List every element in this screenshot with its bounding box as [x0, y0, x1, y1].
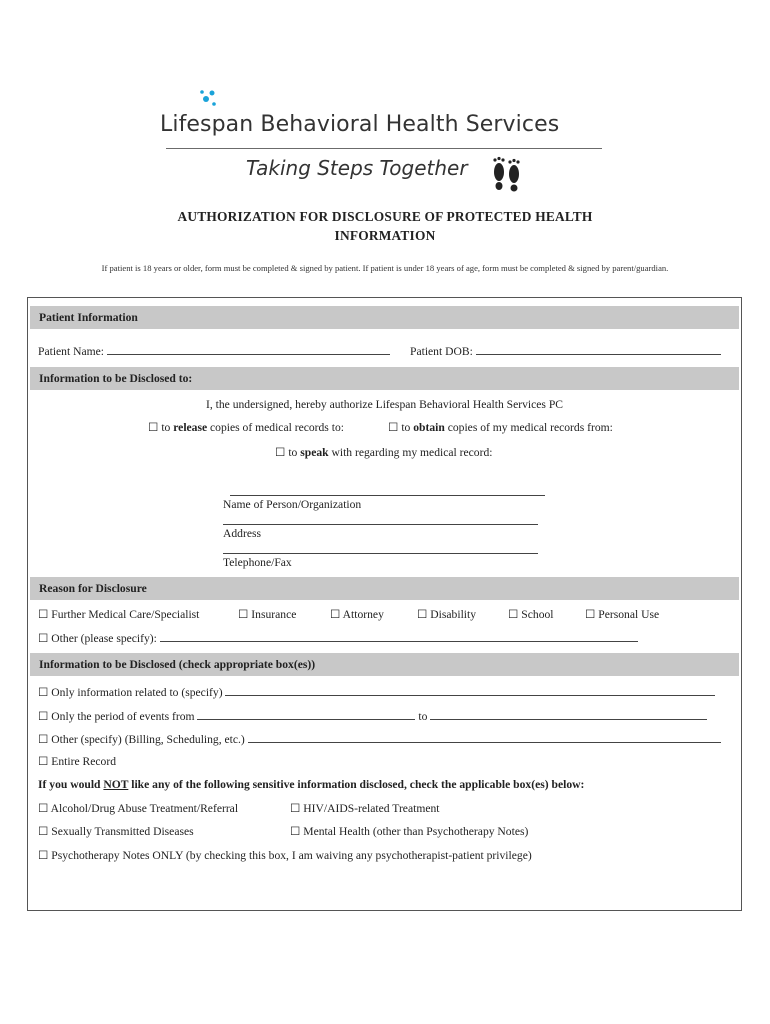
authorization-form — [27, 297, 742, 911]
speak-checkbox[interactable]: ☐ — [275, 446, 286, 459]
company-logo — [160, 88, 610, 198]
reason-option-personal[interactable]: ☐ Personal Use — [585, 608, 660, 621]
patient-info-header: Patient Information — [30, 306, 739, 329]
reason-option-disability[interactable]: ☐ Disability — [417, 608, 477, 621]
address-field[interactable] — [223, 524, 538, 525]
name-org-label: Name of Person/Organization — [223, 498, 362, 511]
patient-dob-label: Patient DOB: — [410, 345, 473, 358]
alcohol-option[interactable]: ☐ Alcohol/Drug Abuse Treatment/Referral — [38, 802, 239, 815]
reason-other-row[interactable]: ☐ Other (please specify): — [38, 630, 638, 645]
psychotherapy-option[interactable]: ☐ Psychotherapy Notes ONLY (by checking this box, I am waiving any psychotherapist-patient privilege) — [38, 849, 532, 862]
reason-option-insurance[interactable]: ☐ Insurance — [238, 608, 297, 621]
period-from-field[interactable] — [197, 708, 415, 720]
phone-label: Telephone/Fax — [223, 556, 292, 569]
form-title: AUTHORIZATION FOR DISCLOSURE OF PROTECTED HEALTH INFORMATION — [177, 209, 593, 243]
speak-option[interactable]: ☐ to speak with regarding my medical record: — [275, 446, 493, 459]
logo-divider — [166, 148, 602, 149]
other-specify-field[interactable] — [248, 731, 721, 743]
name-org-field[interactable] — [230, 495, 545, 496]
release-checkbox[interactable]: ☐ — [148, 421, 159, 434]
authorize-statement: I, the undersigned, hereby authorize Lifespan Behavioral Health Services PC — [205, 398, 564, 411]
footprints-icon — [490, 152, 526, 192]
logo-name: Lifespan Behavioral Health Services — [160, 112, 560, 137]
logo-tagline: Taking Steps Together — [246, 156, 468, 180]
std-option[interactable]: ☐ Sexually Transmitted Diseases — [38, 825, 194, 838]
obtain-checkbox[interactable]: ☐ — [388, 421, 399, 434]
sensitive-info-instruction: If you would NOT like any of the following sensitive information disclosed, check the applicable box(es) below: — [38, 778, 585, 791]
release-option[interactable]: ☐ to release copies of medical records to: — [148, 421, 344, 434]
patient-dob-field[interactable] — [476, 343, 721, 355]
form-instructions: If patient is 18 years or older, form must be completed & signed by patient. If patient is under 18 years of age, form must be completed & signed by parent/guardian. — [101, 263, 669, 273]
period-to-field[interactable] — [430, 708, 707, 720]
entire-record-option[interactable]: ☐ Entire Record — [38, 755, 117, 768]
reason-other-field[interactable] — [160, 630, 638, 642]
info-disclosed-header: Information to be Disclosed (check appropriate box(es)) — [30, 653, 739, 676]
only-period-row[interactable]: ☐ Only the period of events from to — [38, 708, 707, 723]
patient-dob-row — [410, 343, 721, 358]
only-related-row[interactable]: ☐ Only information related to (specify) — [38, 684, 715, 699]
reason-option-attorney[interactable]: ☐ Attorney — [330, 608, 384, 621]
obtain-option[interactable]: ☐ to obtain copies of my medical records from: — [388, 421, 613, 434]
patient-name-label: Patient Name: — [38, 345, 105, 358]
patient-name-field[interactable] — [107, 343, 390, 355]
phone-field[interactable] — [223, 553, 538, 554]
mental-health-option[interactable]: ☐ Mental Health (other than Psychotherapy Notes) — [290, 825, 529, 838]
reason-option-medical[interactable]: ☐ Further Medical Care/Specialist — [38, 608, 200, 621]
reason-header: Reason for Disclosure — [30, 577, 739, 600]
only-related-field[interactable] — [225, 684, 715, 696]
reason-option-school[interactable]: ☐ School — [508, 608, 554, 621]
disclosed-to-header: Information to be Disclosed to: — [30, 367, 739, 390]
hiv-option[interactable]: ☐ HIV/AIDS-related Treatment — [290, 802, 440, 815]
other-specify-row[interactable]: ☐ Other (specify) (Billing, Scheduling, etc.) — [38, 731, 721, 746]
patient-name-row — [38, 343, 390, 358]
address-label: Address — [223, 527, 261, 540]
water-drops-icon — [198, 88, 218, 114]
